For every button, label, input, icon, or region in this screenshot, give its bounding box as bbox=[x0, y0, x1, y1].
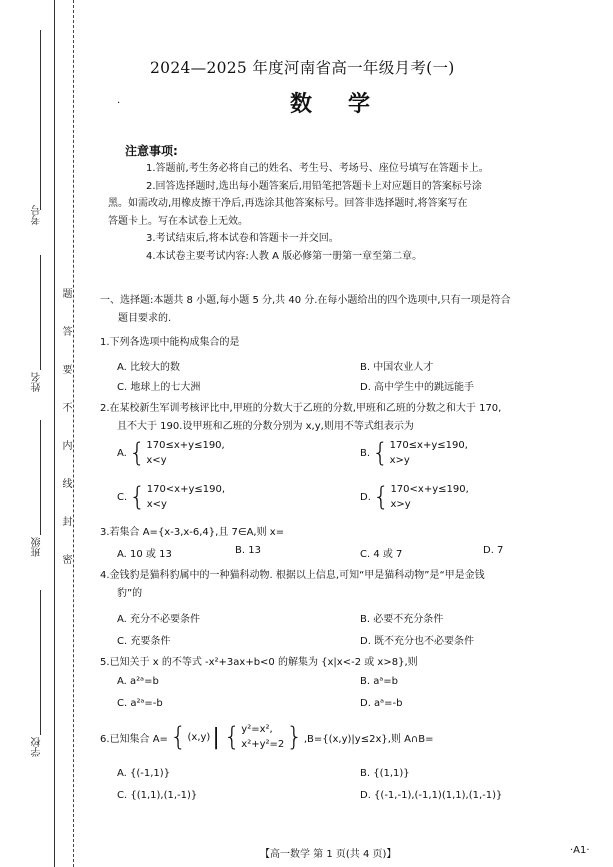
q1-option-c: C. 地球上的七大洲 bbox=[117, 382, 201, 393]
paper-code: ·A1· bbox=[570, 845, 590, 856]
q5-stem: 5.已知关于 x 的不等式 -x²+3ax+b<0 的解集为 {x|x<-2 或 x>8},则 bbox=[100, 657, 418, 668]
class-line bbox=[40, 420, 41, 535]
exam-title: 2024—2025 年度河南省高一年级月考(一) bbox=[150, 59, 455, 77]
option-label: B. bbox=[360, 447, 371, 459]
q4-stem-2: 豹”的 bbox=[117, 588, 143, 599]
sys-line: y²=x², bbox=[241, 724, 273, 735]
q3-option-b: B. 13 bbox=[235, 545, 261, 556]
notice-item: 2.回答选择题时,选出每小题答案后,用铅笔把答题卡上对应题目的答案标号涂 bbox=[146, 180, 482, 192]
sys-line: x²+y²=2 bbox=[241, 739, 285, 750]
q5-option-c: C. a²ᵃ=-b bbox=[117, 698, 163, 709]
seal-char: 不 bbox=[60, 402, 71, 412]
q6-pre: 6.已知集合 A= bbox=[100, 733, 168, 745]
notice-item: 黑。如需改动,用橡皮擦干净后,再选涂其他答案标号。回答非选择题时,将答案写在 bbox=[108, 198, 468, 209]
notice-item: 3.考试结束后,将本试卷和答题卡一并交回。 bbox=[146, 233, 339, 244]
brace-icon: { bbox=[372, 482, 390, 512]
q3-option-d: D. 7 bbox=[483, 545, 504, 556]
seal-char: 内 bbox=[60, 440, 71, 450]
seal-char: 要 bbox=[60, 364, 71, 374]
q3-option-a: A. 10 或 13 bbox=[117, 549, 172, 560]
sys-line: 170<x+y≤190, bbox=[146, 484, 226, 495]
q4-option-b: B. 必要不充分条件 bbox=[360, 614, 444, 625]
q3-option-c: C. 4 或 7 bbox=[360, 549, 403, 560]
option-label: D. bbox=[360, 491, 371, 503]
q4-option-a: A. 充分不必要条件 bbox=[117, 614, 201, 625]
bar-icon: | bbox=[212, 724, 220, 750]
q2-option-c bbox=[117, 482, 225, 512]
q6-post: ,B={(x,y)|y≤2x},则 A∩B= bbox=[303, 733, 434, 745]
q6-stem bbox=[100, 722, 434, 752]
school-line bbox=[40, 590, 41, 735]
brace-icon: { bbox=[129, 482, 146, 512]
q6-option-c: C. {(1,1),(1,-1)} bbox=[117, 790, 198, 801]
page-footer: 【高一数学 第 1 页(共 4 页)】 bbox=[260, 849, 397, 860]
seal-char: 题 bbox=[60, 288, 71, 298]
exam-no-line bbox=[40, 30, 41, 210]
brace-close-icon: } bbox=[286, 722, 303, 752]
notice-list bbox=[108, 160, 588, 265]
q1-option-b: B. 中国农业人才 bbox=[360, 362, 434, 373]
q5-option-b: B. aᵃ=b bbox=[360, 676, 398, 687]
binding-line-dashed bbox=[73, 0, 74, 867]
sys-line: x>y bbox=[389, 455, 410, 466]
sys-line: 170≤x+y≤190, bbox=[389, 440, 468, 451]
sys-line: x>y bbox=[390, 499, 411, 510]
q6-set-var: (x,y) bbox=[187, 731, 211, 743]
q2-option-b bbox=[360, 438, 468, 468]
q5-option-a: A. a²ᵃ=b bbox=[117, 676, 159, 687]
q6-option-b: B. {(1,1)} bbox=[360, 768, 410, 779]
q4-stem-1: 4.金钱豹是猫科豹属中的一种猫科动物. 根据以上信息,可知“甲是猫科动物”是“甲是金钱 bbox=[100, 570, 485, 581]
section-instruction: 一、选择题:本题共 8 小题,每小题 5 分,共 40 分.在每小题给出的四个选项中,只有一项是符合 bbox=[100, 295, 511, 306]
q6-option-d: D. {(-1,-1),(-1,1)(1,1),(1,-1)} bbox=[360, 790, 503, 801]
brace-icon: { bbox=[169, 722, 187, 752]
q1-stem: 1.下列各选项中能构成集合的是 bbox=[100, 337, 240, 348]
q2-option-a bbox=[117, 438, 225, 468]
option-label: C. bbox=[117, 491, 128, 503]
seal-char: 答 bbox=[60, 326, 71, 336]
notice-item: 1.答题前,考生务必将自己的姓名、考生号、考场号、座位号填写在答题卡上。 bbox=[146, 163, 489, 174]
seal-char: 封 bbox=[60, 516, 71, 526]
q3-stem: 3.若集合 A={x-3,x-6,4},且 7∈A,则 x= bbox=[100, 527, 285, 538]
q1-option-a: A. 比较大的数 bbox=[117, 362, 181, 373]
brace-icon: { bbox=[223, 722, 241, 752]
notice-item: 答题卡上。写在本试卷上无效。 bbox=[108, 215, 248, 227]
notice-item: 4.本试卷主要考试内容:人教 A 版必修第一册第一章至第二章。 bbox=[146, 250, 423, 262]
q2-stem-1: 2.在某校新生军训考核评比中,甲班的分数大于乙班的分数,甲班和乙班的分数之和大于 170, bbox=[100, 403, 502, 414]
sys-line: x<y bbox=[146, 455, 167, 466]
sys-line: 170<x+y≤190, bbox=[390, 484, 469, 495]
q2-option-d bbox=[360, 482, 469, 512]
binding-line-left bbox=[54, 0, 55, 867]
q5-option-d: D. aᵃ=-b bbox=[360, 698, 403, 709]
q6-option-a: A. {(-1,1)} bbox=[117, 768, 171, 779]
sys-line: 170≤x+y≤190, bbox=[146, 440, 225, 451]
option-label: A. bbox=[117, 447, 127, 459]
subject-title: 数学 bbox=[290, 92, 407, 117]
name-line bbox=[40, 255, 41, 370]
q4-option-c: C. 充要条件 bbox=[117, 636, 171, 647]
seal-char: 线 bbox=[60, 478, 71, 488]
sys-line: x<y bbox=[146, 499, 167, 510]
q4-option-d: D. 既不充分也不必要条件 bbox=[360, 636, 475, 647]
label-name: 姓名 bbox=[32, 372, 43, 392]
q2-stem-2: 且不大于 190.设甲班和乙班的分数分别为 x,y,则用不等式组表示为 bbox=[117, 421, 414, 432]
label-school: 学校 bbox=[32, 737, 43, 757]
notice-heading: 注意事项: bbox=[125, 144, 178, 158]
seal-char: 密 bbox=[60, 554, 71, 564]
label-class: 班级 bbox=[32, 537, 43, 557]
brace-icon: { bbox=[128, 438, 146, 468]
section-instruction-cont: 题目要求的. bbox=[118, 313, 172, 324]
brace-icon: { bbox=[372, 438, 389, 468]
label-exam-no: 考号 bbox=[32, 205, 43, 225]
mark-dot: · bbox=[117, 98, 121, 109]
q1-option-d: D. 高中学生中的跳远能手 bbox=[360, 382, 475, 393]
